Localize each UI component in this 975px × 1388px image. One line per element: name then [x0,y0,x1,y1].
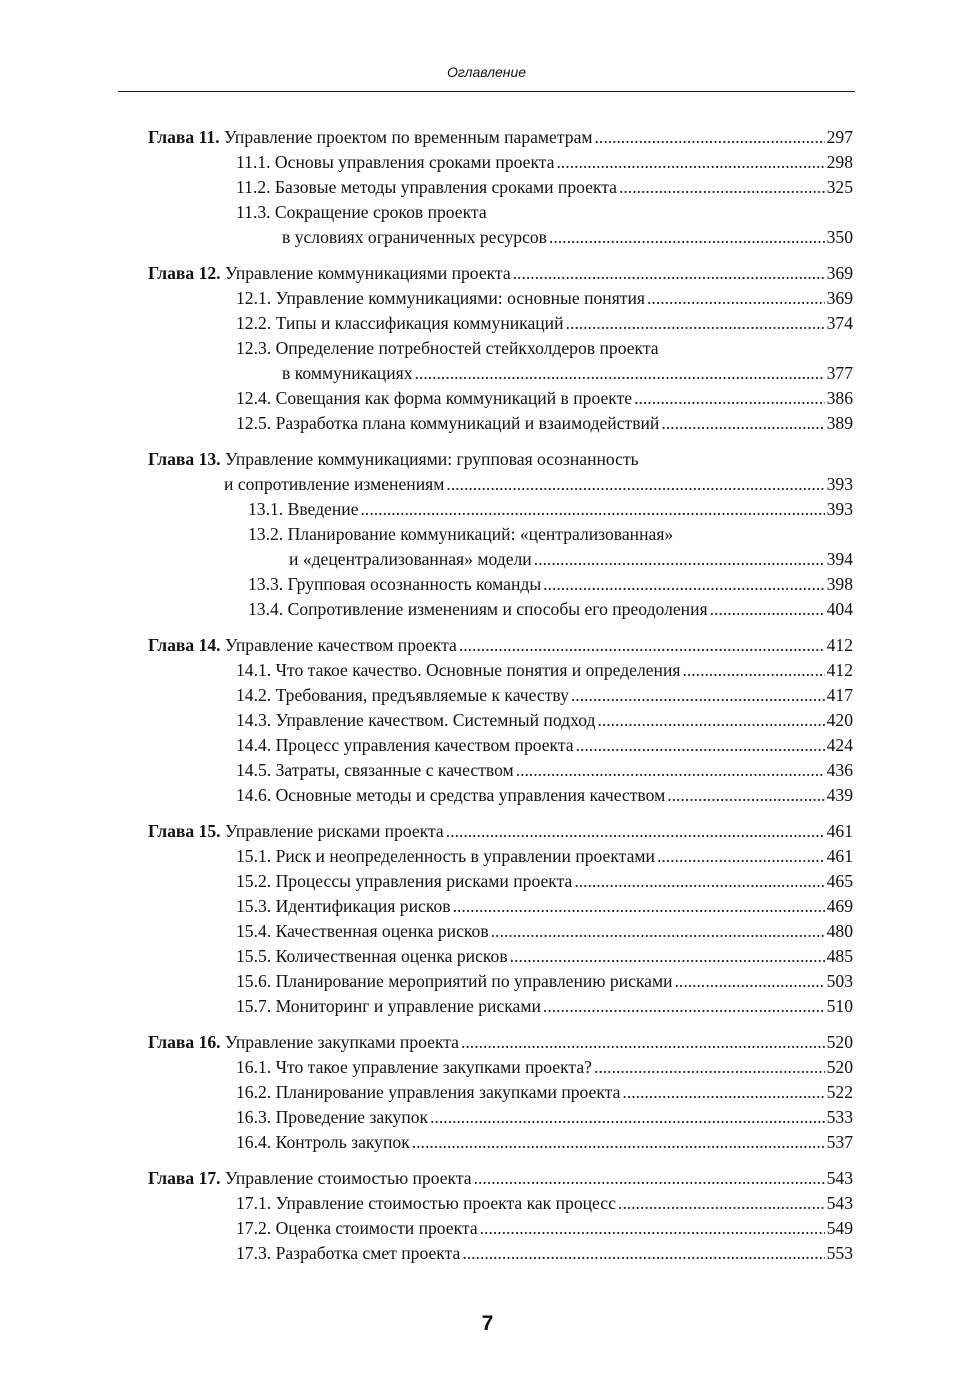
page-ref: 480 [826,921,853,941]
leader-dots [571,683,825,708]
toc-entry-14-6[interactable] [148,783,853,808]
toc-entry-14-3[interactable] [148,708,853,733]
toc-entry-chapter-15[interactable] [148,819,853,844]
section-title: 13.4. Сопротивление изменениям и способы его преодоления [248,599,708,619]
leader-dots [461,1030,825,1055]
chapter-title: Управление стоимостью проекта [224,1168,472,1188]
section-title: 12.3. Определение потребностей стейкхолдеров проекта [236,338,659,358]
toc-entry-16-4[interactable] [148,1130,853,1155]
leader-dots [622,1080,824,1105]
chapter-title: Управление рисками проекта [224,821,444,841]
header-rule [118,91,855,92]
page-ref: 533 [826,1107,853,1127]
toc-entry-chapter-13[interactable] [148,447,853,472]
page-ref: 420 [826,710,853,730]
toc-entry-17-1[interactable] [148,1191,853,1216]
leader-dots [474,1166,825,1191]
toc-entry-16-2[interactable] [148,1080,853,1105]
toc-entry-15-2[interactable] [148,869,853,894]
section-title: 16.3. Проведение закупок [236,1107,429,1127]
leader-dots [453,894,825,919]
page-ref: 537 [826,1132,853,1152]
page-ref: 436 [826,760,853,780]
leader-dots [634,386,825,411]
section-title: 11.3. Сокращение сроков проекта [236,202,487,222]
leader-dots [480,1216,825,1241]
page-ref: 503 [826,971,853,991]
leader-dots [682,658,824,683]
leader-dots [675,969,825,994]
page-ref: 549 [826,1218,853,1238]
page-ref: 461 [826,821,853,841]
leader-dots [491,919,825,944]
section-title: 15.3. Идентификация рисков [236,896,451,916]
leader-dots [543,572,824,597]
section-title-cont: и «децентрализованная» модели [289,549,532,569]
leader-dots [710,597,825,622]
toc-entry-14-1[interactable] [148,658,853,683]
chapter-17 [148,1166,853,1266]
page-ref: 325 [826,177,853,197]
leader-dots [430,1105,825,1130]
chapter-label: Глава 15. [148,821,221,841]
leader-dots [647,286,825,311]
toc-entry-15-7[interactable] [148,994,853,1019]
leader-dots [361,497,825,522]
toc-entry-11-2[interactable] [148,175,853,200]
toc-entry-17-2[interactable] [148,1216,853,1241]
toc-entry-15-6[interactable] [148,969,853,994]
toc-entry-13-2-cont[interactable] [148,547,853,572]
leader-dots [595,125,825,150]
section-title: 15.1. Риск и неопределенность в управлении проектами [236,846,655,866]
leader-dots [661,411,824,436]
toc-entry-chapter-17[interactable] [148,1166,853,1191]
toc-entry-chapter-12[interactable] [148,261,853,286]
leader-dots [446,472,824,497]
page-ref: 510 [826,996,853,1016]
page-ref: 412 [826,635,853,655]
leader-dots [549,225,825,250]
toc-entry-13-2[interactable] [148,522,853,547]
toc-entry-12-3[interactable] [148,336,853,361]
section-title: 12.1. Управление коммуникациями: основные понятия [236,288,646,308]
section-title: 14.6. Основные методы и средства управления качеством [236,785,666,805]
running-head: Оглавление [446,64,527,80]
page-ref: 369 [826,263,853,283]
page-ref: 377 [826,363,853,383]
leader-dots [516,758,825,783]
section-title: 13.1. Введение [248,499,359,519]
leader-dots [510,944,825,969]
page-ref: 369 [826,288,853,308]
section-title: 14.5. Затраты, связанные с качеством [236,760,514,780]
page-ref: 374 [826,313,853,333]
section-title: 15.4. Качественная оценка рисков [236,921,489,941]
section-title: 16.1. Что такое управление закупками проекта? [236,1057,592,1077]
chapter-title: Управление качеством проекта [224,635,457,655]
section-title-cont: в условиях ограниченных ресурсов [282,227,547,247]
chapter-title: Управление проектом по временным параметрам [224,127,593,147]
page-ref: 298 [826,152,853,172]
section-title: 14.3. Управление качеством. Системный подход [236,710,596,730]
chapter-14 [148,633,853,808]
page-ref: 404 [826,599,853,619]
chapter-label: Глава 14. [148,635,221,655]
chapter-16 [148,1030,853,1155]
section-title: 12.2. Типы и классификация коммуникаций [236,313,564,333]
leader-dots [415,361,825,386]
leader-dots [459,633,825,658]
page-ref: 412 [826,660,853,680]
toc-entry-11-1[interactable] [148,150,853,175]
page-number: 7 [481,1312,494,1335]
toc-entry-13-3[interactable] [148,572,853,597]
toc-entry-15-1[interactable] [148,844,853,869]
chapter-15 [148,819,853,1019]
toc-entry-11-3-cont[interactable] [148,225,853,250]
toc-entry-12-5[interactable] [148,411,853,436]
leader-dots [657,844,825,869]
toc-entry-12-3-cont[interactable] [148,361,853,386]
toc-entry-14-4[interactable] [148,733,853,758]
section-title: 15.7. Мониторинг и управление рисками [236,996,541,1016]
section-title: 17.2. Оценка стоимости проекта [236,1218,478,1238]
page-ref: 439 [826,785,853,805]
toc-entry-17-3[interactable] [148,1241,853,1266]
chapter-label: Глава 16. [148,1032,221,1052]
toc-entry-13-1[interactable] [148,497,853,522]
page-ref: 386 [826,388,853,408]
leader-dots [412,1130,825,1155]
leader-dots [543,994,825,1019]
toc-entry-15-4[interactable] [148,919,853,944]
section-title: 14.4. Процесс управления качеством проекта [236,735,574,755]
page-ref: 393 [826,474,853,494]
chapter-12 [148,261,853,436]
toc-entry-15-3[interactable] [148,894,853,919]
chapter-13 [148,447,853,622]
section-title: 17.1. Управление стоимостью проекта как процесс [236,1193,616,1213]
chapter-title: Управление коммуникациями проекта [224,263,511,283]
section-title: 12.5. Разработка плана коммуникаций и взаимодействий [236,413,660,433]
section-title: 14.1. Что такое качество. Основные понятия и определения [236,660,681,680]
leader-dots [534,547,825,572]
leader-dots [462,1241,824,1266]
page-ref: 520 [826,1032,853,1052]
page-ref: 350 [826,227,853,247]
leader-dots [557,150,825,175]
page-ref: 393 [826,499,853,519]
toc-entry-16-3[interactable] [148,1105,853,1130]
section-title: 16.2. Планирование управления закупками проекта [236,1082,621,1102]
toc-entry-15-5[interactable] [148,944,853,969]
leader-dots [597,708,824,733]
toc-entry-chapter-14[interactable] [148,633,853,658]
toc-entry-13-4[interactable] [148,597,853,622]
chapter-title: Управление закупками проекта [224,1032,459,1052]
section-title: 17.3. Разработка смет проекта [236,1243,461,1263]
page-ref: 389 [826,413,853,433]
page-ref: 465 [826,871,853,891]
toc-entry-14-5[interactable] [148,758,853,783]
section-title: 13.3. Групповая осознанность команды [248,574,542,594]
leader-dots [446,819,825,844]
toc-entry-14-2[interactable] [148,683,853,708]
page-ref: 520 [826,1057,853,1077]
toc-entry-chapter-13-cont[interactable] [148,472,853,497]
leader-dots [618,1191,825,1216]
toc-entry-12-1[interactable] [148,286,853,311]
chapter-title: Управление коммуникациями: групповая осознанность [224,449,639,469]
toc-entry-12-2[interactable] [148,311,853,336]
table-of-contents [148,125,853,1277]
chapter-title-cont: и сопротивление изменениям [224,474,445,494]
leader-dots [513,261,825,286]
page-ref: 417 [826,685,853,705]
leader-dots [574,869,824,894]
section-title: 11.2. Базовые методы управления сроками проекта [236,177,617,197]
page-ref: 485 [826,946,853,966]
page-ref: 424 [826,735,853,755]
section-title: 15.6. Планирование мероприятий по управлению рисками [236,971,673,991]
leader-dots [566,311,825,336]
toc-entry-16-1[interactable] [148,1055,853,1080]
leader-dots [576,733,825,758]
section-title: 12.4. Совещания как форма коммуникаций в проекте [236,388,633,408]
section-title-cont: в коммуникациях [282,363,413,383]
page-ref: 394 [826,549,853,569]
toc-entry-chapter-11[interactable] [148,125,853,150]
page-ref: 553 [826,1243,853,1263]
page-ref: 543 [826,1168,853,1188]
toc-entry-11-3[interactable] [148,200,853,225]
chapter-label: Глава 12. [148,263,221,283]
page-ref: 398 [826,574,853,594]
page-ref: 522 [826,1082,853,1102]
section-title: 14.2. Требования, предъявляемые к качеству [236,685,569,705]
section-title: 16.4. Контроль закупок [236,1132,410,1152]
section-title: 11.1. Основы управления сроками проекта [236,152,555,172]
leader-dots [619,175,825,200]
section-title: 13.2. Планирование коммуникаций: «централизованная» [248,524,674,544]
page-ref: 543 [826,1193,853,1213]
section-title: 15.5. Количественная оценка рисков [236,946,508,966]
chapter-11 [148,125,853,250]
chapter-label: Глава 11. [148,127,220,147]
leader-dots [594,1055,825,1080]
leader-dots [667,783,824,808]
chapter-label: Глава 17. [148,1168,221,1188]
page-ref: 297 [826,127,853,147]
section-title: 15.2. Процессы управления рисками проекта [236,871,573,891]
chapter-label: Глава 13. [148,449,221,469]
toc-entry-12-4[interactable] [148,386,853,411]
toc-entry-chapter-16[interactable] [148,1030,853,1055]
page-ref: 469 [826,896,853,916]
page-ref: 461 [826,846,853,866]
